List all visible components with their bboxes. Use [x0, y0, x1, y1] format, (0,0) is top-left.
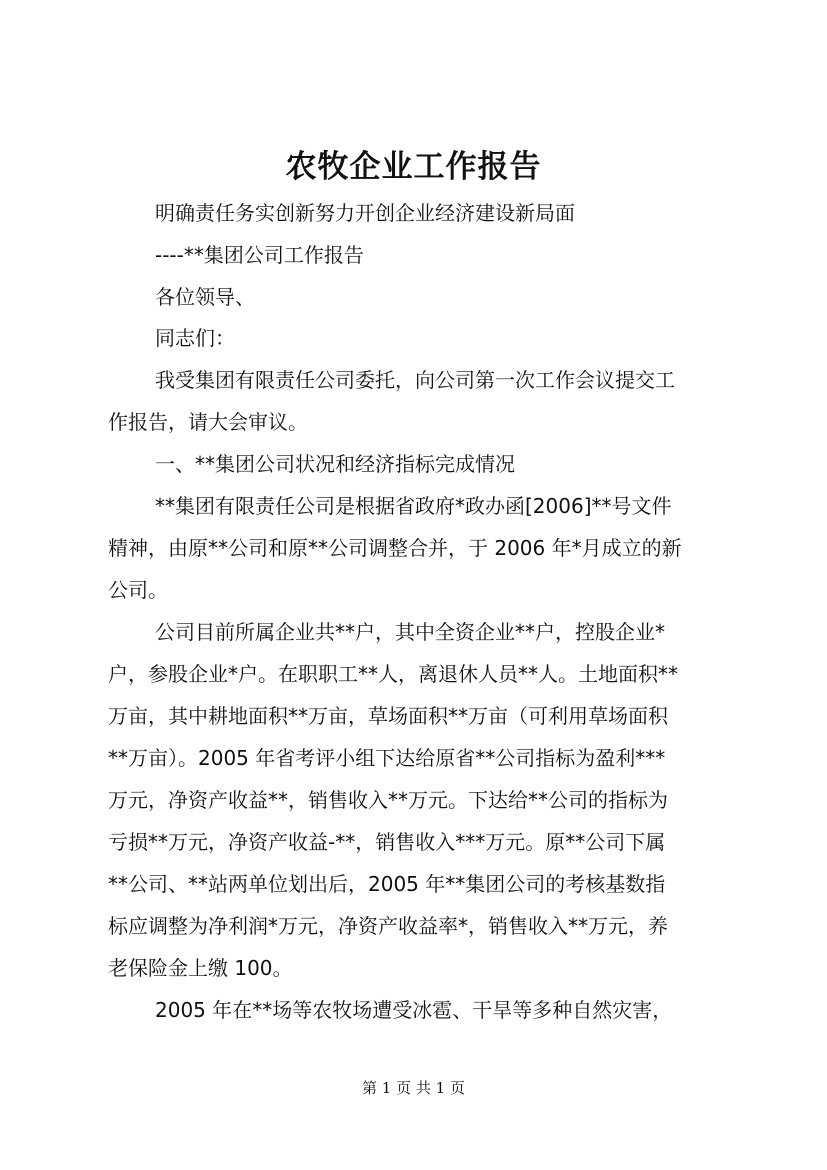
greeting-comrades: 同志们： — [155, 326, 235, 350]
paragraph-line: **集团有限责任公司是根据省政府*政办函[2006]**号文件 — [155, 494, 672, 518]
paragraph-line: 老保险金上缴 100。 — [108, 956, 293, 980]
paragraph-line: 万元，净资产收益**，销售收入**万元。下达给**公司的指标为 — [108, 788, 668, 812]
document-title: 农牧企业工作报告 — [285, 149, 542, 185]
paragraph-line: 2005 年在**场等农牧场遭受冰雹、干旱等多种自然灾害， — [155, 998, 673, 1022]
paragraph-line: 作报告，请大会审议。 — [108, 410, 308, 434]
greeting-leaders: 各位领导、 — [155, 285, 255, 309]
page-number-footer: 第 1 页 共 1 页 — [362, 1079, 465, 1097]
paragraph-line: **万亩）。2005 年省考评小组下达给原省**公司指标为盈利*** — [108, 746, 666, 770]
paragraph-line: 标应调整为净利润*万元，净资产收益率*，销售收入**万元，养 — [108, 914, 668, 938]
subtitle-sub: ----**集团公司工作报告 — [155, 243, 364, 267]
paragraph-line: 户，参股企业*户。在职职工**人，离退休人员**人。土地面积** — [108, 662, 678, 686]
paragraph-line: 我受集团有限责任公司委托，向公司第一次工作会议提交工 — [155, 368, 675, 392]
paragraph-line: 亏损**万元，净资产收益-**，销售收入***万元。原**公司下属 — [108, 830, 666, 854]
paragraph-line: 公司目前所属企业共**户，其中全资企业**户，控股企业* — [155, 620, 665, 644]
paragraph-line: **公司、**站两单位划出后，2005 年**集团公司的考核基数指 — [108, 872, 666, 896]
subtitle-main: 明确责任务实创新努力开创企业经济建设新局面 — [155, 201, 575, 225]
paragraph-line: 公司。 — [108, 578, 168, 602]
paragraph-line: 万亩，其中耕地面积**万亩，草场面积**万亩（可利用草场面积 — [108, 704, 668, 728]
paragraph-line: 精神，由原**公司和原**公司调整合并，于 2006 年*月成立的新 — [108, 536, 682, 560]
section-heading: 一、**集团公司状况和经济指标完成情况 — [155, 452, 515, 476]
